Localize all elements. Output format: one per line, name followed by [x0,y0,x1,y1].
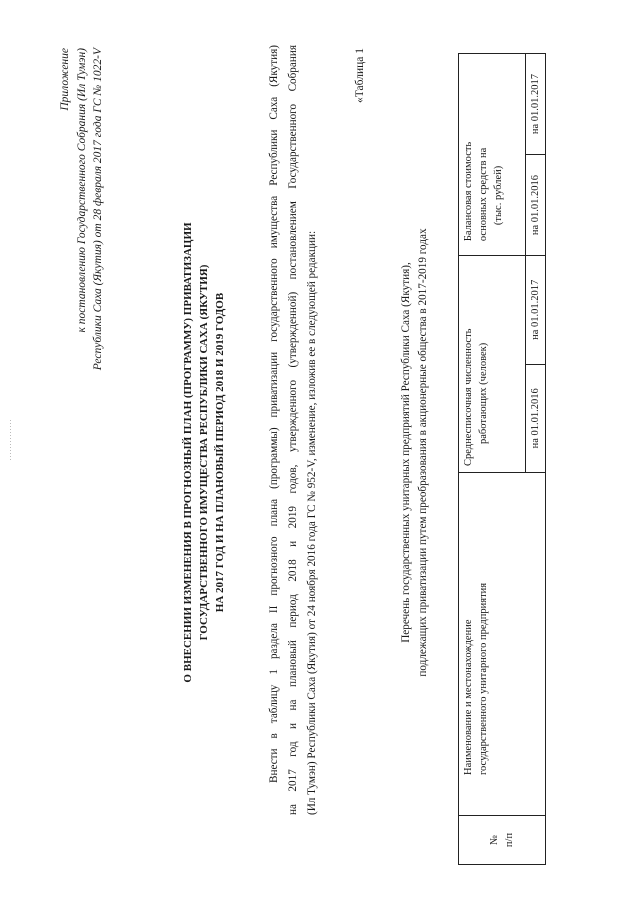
subheader-date-1: на 01.01.2016 [526,364,546,472]
header-balance: Балансовая стоимость основных средств на (тыс. рублей) [459,54,526,256]
header-staff: Среднесписочная численность работающих (человек) [459,256,526,473]
document-title [180,0,228,905]
title-line-2: ГОСУДАРСТВЕННОГО ИМУЩЕСТВА РЕСПУБЛИКИ САХА (ЯКУТИЯ) [198,264,210,641]
paragraph-line-2: на 2017 год и на плановый период 2018 и 2019 годов, утвержденного (утвержденной) постановлением Государственного Собрания [287,45,299,815]
table-header-row [459,54,526,865]
paragraph-line-3: (Ил Тумэн) Республики Саха (Якутия) от 24 ноября 2016 года ГС № 952-V, изменение, изложив ее в следующей редакции: [306,230,318,815]
appendix-block [57,48,107,370]
table-number: «Таблица 1 [354,48,366,103]
caption-line-2: подлежащих приватизации путем преобразования в акционерные общества в 2017-2019 годах [417,228,429,677]
body-paragraph [265,45,322,815]
appendix-line-1: Приложение [59,48,71,111]
title-line-3: НА 2017 ГОД И НА ПЛАНОВЫЙ ПЕРИОД 2018 И 2019 ГОДОВ [214,292,226,613]
title-line-1: О ВНЕСЕНИИ ИЗМЕНЕНИЯ В ПРОГНОЗНЫЙ ПЛАН (ПРОГРАММУ) ПРИВАТИЗАЦИИ [182,222,194,683]
subheader-date-2: на 01.01.2017 [526,256,546,364]
subheader-date-4: на 01.01.2017 [526,54,546,155]
header-name: Наименование и местонахождение государственного унитарного предприятия [459,473,546,816]
subheader-date-3: на 01.01.2016 [526,155,546,256]
header-number: № п/п [459,816,546,865]
table-caption [398,0,432,905]
appendix-line-2: к постановлению Государственного Собрания (Ил Тумэн) [75,48,88,333]
paragraph-line-1: Внести в таблицу 1 раздела II прогнозного плана (программы) приватизации государственного имущества Республики Саха (Якутия) [268,45,280,783]
appendix-line-3: Республики Саха (Якутия) от 28 февраля 2017 года ГС № 1022-V [92,48,104,371]
caption-line-1: Перечень государственных унитарных предприятий Республики Саха (Якутия), [400,262,412,643]
privatization-table [458,53,546,865]
